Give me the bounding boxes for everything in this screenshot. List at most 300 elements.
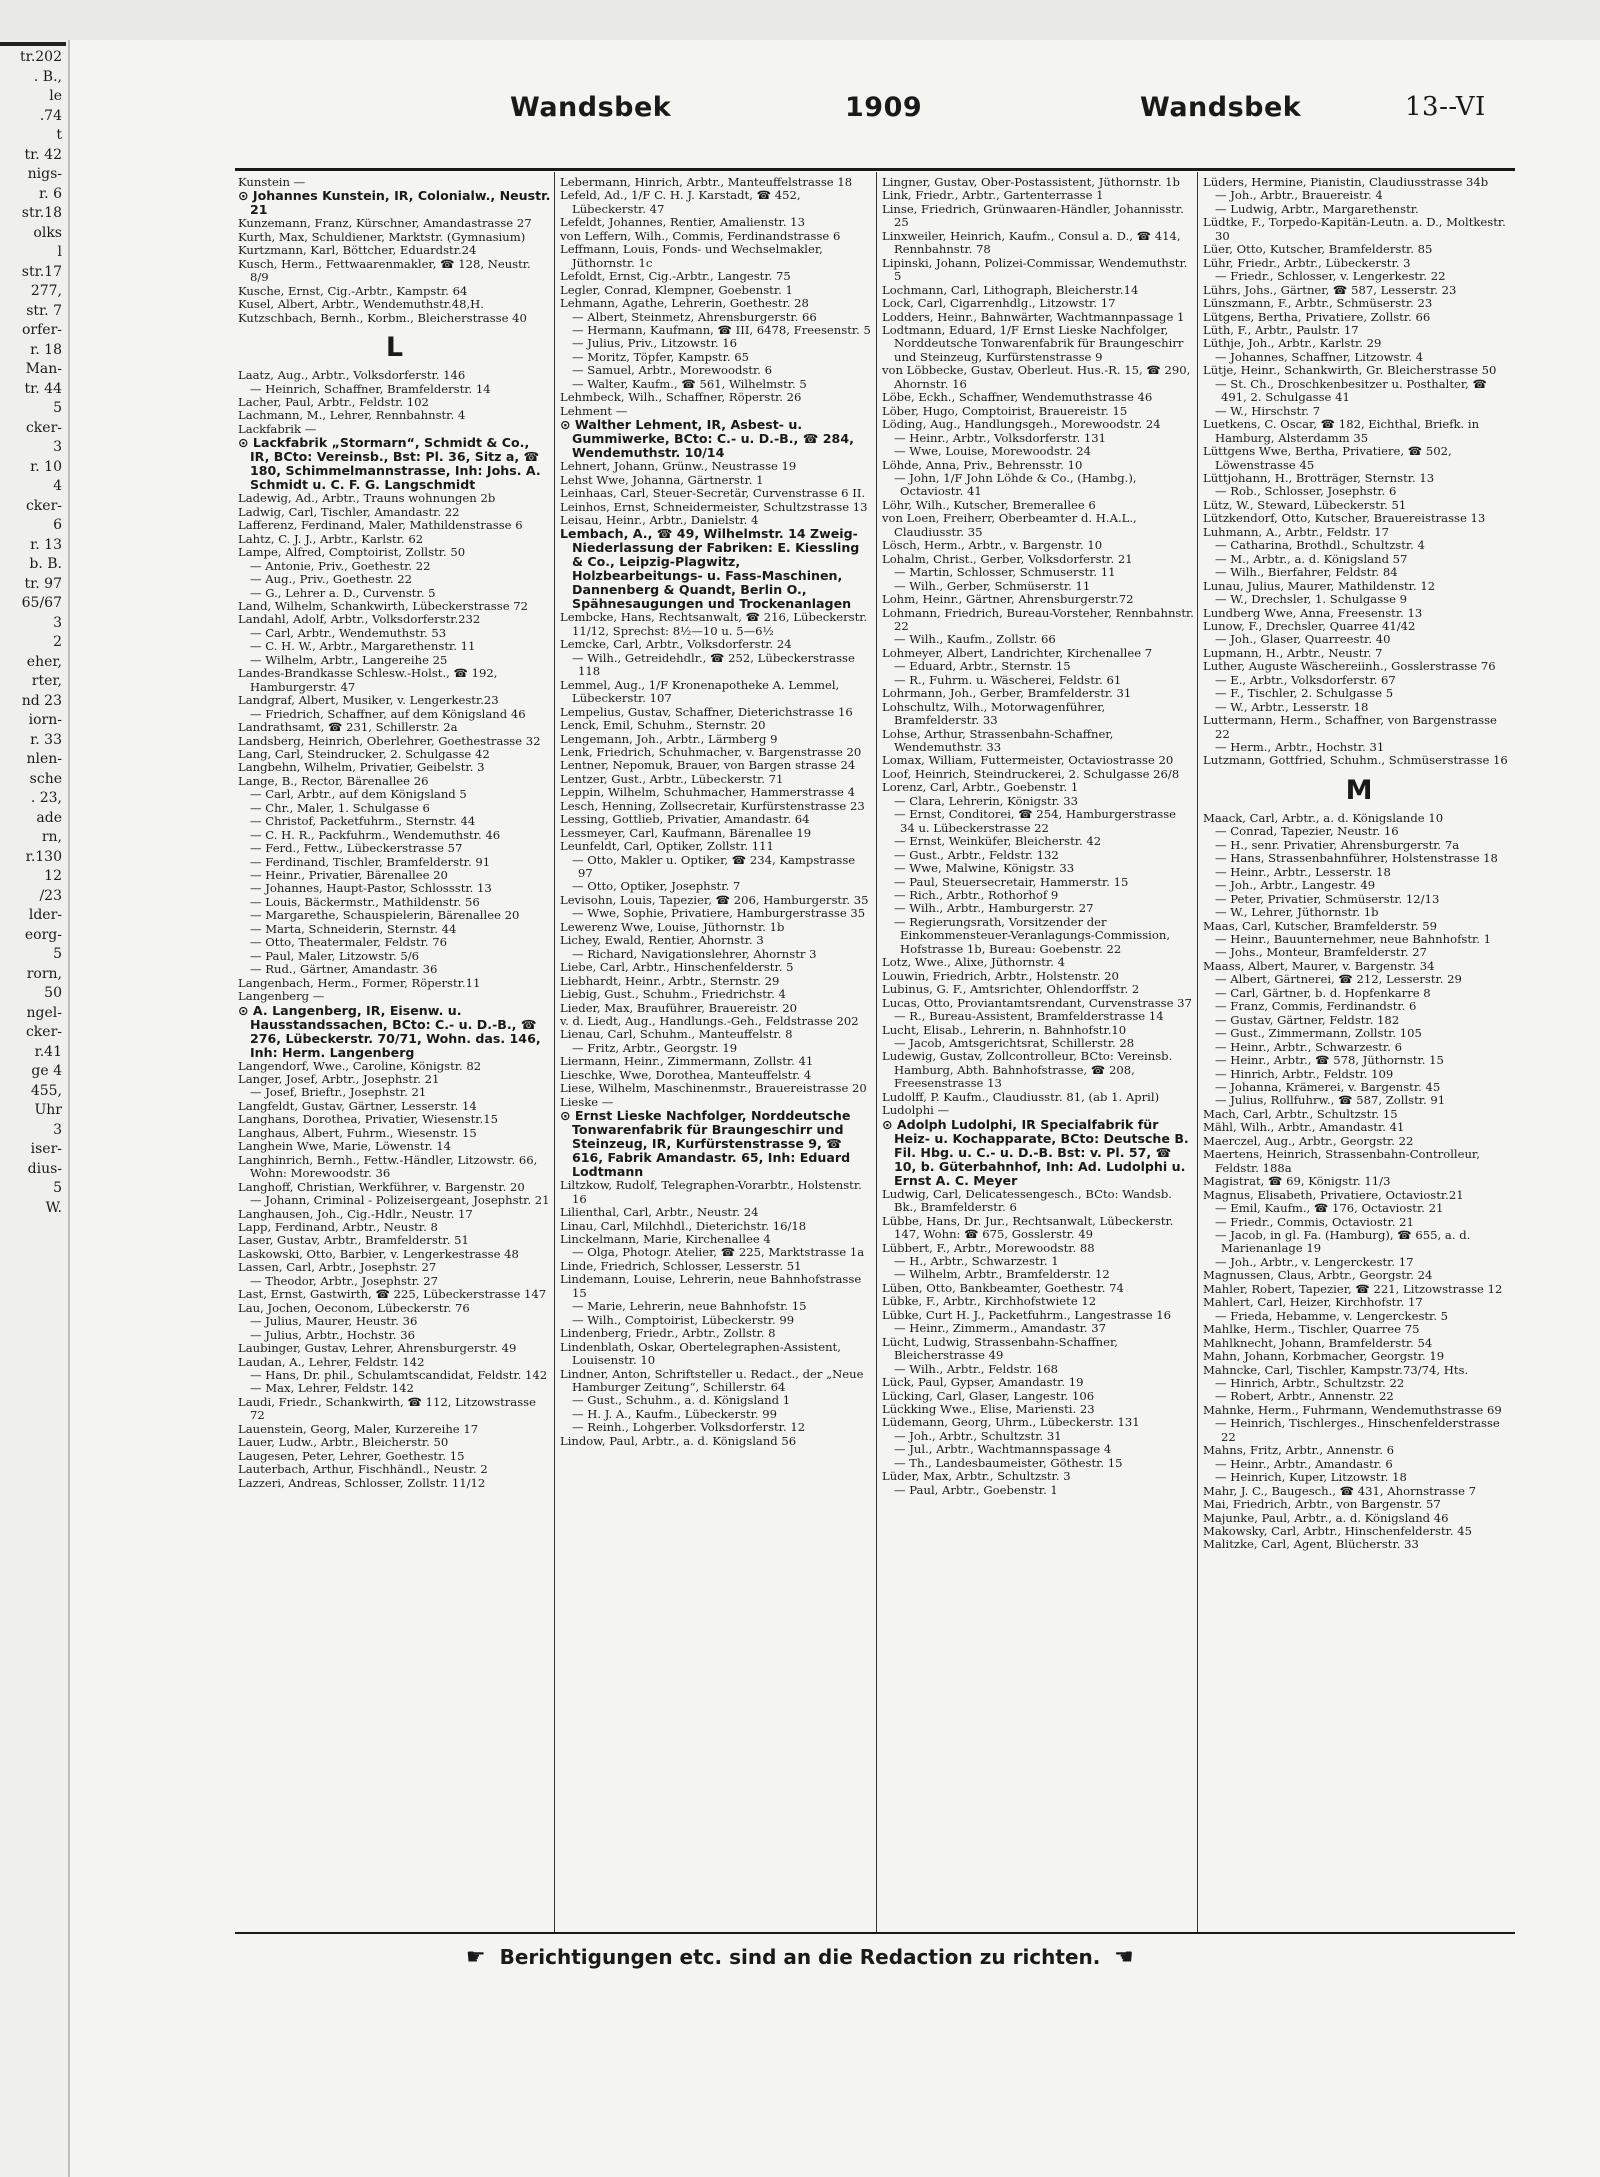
directory-entry: — G., Lehrer a. D., Curvenstr. 5 xyxy=(250,585,436,600)
spine-fragment: l xyxy=(57,244,62,260)
spine-fragment: t xyxy=(56,127,62,143)
directory-entry: — Johannes, Haupt-Pastor, Schlossstr. 13 xyxy=(250,881,492,896)
directory-entry: — Wilhelm, Arbtr., Bramfelderstr. 12 xyxy=(894,1267,1110,1282)
directory-entry: von Loen, Freiherr, Oberbeamter d. H.A.L., Claudiusstr. 35 xyxy=(882,511,1137,539)
directory-entry: — Otto, Optiker, Josephstr. 7 xyxy=(572,879,741,894)
spine-fragment: /23 xyxy=(39,887,62,904)
directory-entry: Lupmann, H., Arbtr., Neustr. 7 xyxy=(1203,645,1383,660)
directory-entry: Lock, Carl, Cigarrenhdlg., Litzowstr. 17 xyxy=(882,296,1116,311)
directory-entry: Lefoldt, Ernst, Cig.-Arbtr., Langestr. 75 xyxy=(560,269,791,284)
directory-entry: — Joh., Arbtr., Brauereistr. 4 xyxy=(1215,188,1383,203)
directory-entry: Lackfabrik — xyxy=(238,421,317,436)
spine-fragment: r. 13 xyxy=(30,536,62,553)
directory-entry: — Wilh., Comptoirist, Lübeckerstr. 99 xyxy=(572,1312,795,1327)
directory-entry: — Friedr., Schlosser, v. Lengerkestr. 22 xyxy=(1215,269,1446,284)
directory-entry: — Joh., Arbtr., v. Lengerckestr. 17 xyxy=(1215,1254,1414,1269)
directory-entry: Lazzeri, Andreas, Schlosser, Zollstr. 11/12 xyxy=(238,1475,486,1490)
directory-entry: Kusche, Ernst, Cig.-Arbtr., Kampstr. 64 xyxy=(238,283,468,298)
directory-column-3 xyxy=(882,176,1194,1928)
spine-fragment: . B., xyxy=(33,68,62,85)
directory-entry: Majunke, Paul, Arbtr., a. d. Königsland 46 xyxy=(1203,1510,1449,1525)
directory-entry: — Wwe, Sophie, Privatiere, Hamburgerstrasse 35 xyxy=(572,906,866,921)
directory-entry: — Samuel, Arbtr., Morewoodstr. 6 xyxy=(572,363,773,378)
spine-fragment: nd 23 xyxy=(21,692,62,709)
spine-fragment: ade xyxy=(36,809,62,826)
directory-entry: Mahler, Robert, Tapezier, ☎ 221, Litzowstrasse 12 xyxy=(1203,1281,1503,1296)
directory-entry: — Gust., Schuhm., a. d. Königsland 1 xyxy=(572,1393,791,1408)
directory-entry: — Regierungsrath, Vorsitzender der Einkommensteuer-Veranlagungs-Commission, Hofstrasse 1b, Bureau: Goebenstr. 22 xyxy=(894,914,1171,956)
directory-entry: Linxweiler, Heinrich, Kaufm., Consul a. D., ☎ 414, Rennbahnstr. 78 xyxy=(882,228,1181,257)
directory-entry: Lochmann, Carl, Lithograph, Bleicherstr.14 xyxy=(882,282,1139,297)
directory-entry: Lütz, W., Steward, Lübeckerstr. 51 xyxy=(1203,497,1407,512)
directory-entry: Lünszmann, F., Arbtr., Schmüserstr. 23 xyxy=(1203,296,1433,311)
directory-entry: — Carl, Arbtr., Wendemuthstr. 53 xyxy=(250,625,447,640)
directory-entry: Lohmann, Friedrich, Bureau-Vorsteher, Rennbahnstr. 22 xyxy=(882,605,1194,633)
directory-entry: Leppin, Wilhelm, Schuhmacher, Hammerstrasse 4 xyxy=(560,785,855,800)
directory-entry: Linckelmann, Marie, Kirchenallee 4 xyxy=(560,1232,771,1246)
directory-entry: — Johanna, Krämerei, v. Bargenstr. 45 xyxy=(1215,1080,1441,1094)
directory-entry: — Wilhelm, Arbtr., Langereihe 25 xyxy=(250,652,448,667)
directory-entry: — Richard, Navigationslehrer, Ahornstr 3 xyxy=(572,946,817,961)
directory-entry: Link, Friedr., Arbtr., Gartenterrasse 1 xyxy=(882,188,1104,203)
directory-entry: Lüthje, Joh., Arbtr., Karlstr. 29 xyxy=(1203,336,1382,351)
directory-entry: Lüttjohann, H., Brotträger, Sternstr. 13 xyxy=(1203,470,1435,485)
directory-entry: — Marie, Lehrerin, neue Bahnhofstr. 15 xyxy=(572,1299,807,1314)
spine-rule xyxy=(0,42,66,46)
directory-entry: Löber, Hugo, Comptoirist, Brauereistr. 15 xyxy=(882,403,1128,418)
spine-fragment: 6 xyxy=(53,517,62,533)
directory-entry: Laugesen, Peter, Lehrer, Goethestr. 15 xyxy=(238,1448,465,1463)
directory-entry: — C. H. R., Packfuhrm., Wendemuthstr. 46 xyxy=(250,827,501,842)
spine-fragment: tr. 97 xyxy=(24,575,62,592)
directory-entry: — Paul, Steuersecretair, Hammerstr. 15 xyxy=(894,874,1129,889)
spine-fragment: tr. 44 xyxy=(24,380,62,397)
spine-fragment: 65/67 xyxy=(21,595,62,611)
pointing-hand-icon: ☛ xyxy=(465,1945,486,1970)
directory-entry: — Christof, Packetfuhrm., Sternstr. 44 xyxy=(250,814,476,829)
spine-fragment: ge 4 xyxy=(31,1063,62,1079)
directory-entry: Lessmeyer, Carl, Kaufmann, Bärenallee 19 xyxy=(560,825,812,840)
spine-fragment: r. 10 xyxy=(30,458,62,475)
directory-entry: Laskowski, Otto, Barbier, v. Lengerkestrasse 48 xyxy=(238,1246,519,1261)
directory-entry: Mahn, Johann, Korbmacher, Georgstr. 19 xyxy=(1203,1349,1445,1364)
directory-entry: Lodders, Heinr., Bahnwärter, Wachtmannpassage 1 xyxy=(882,309,1185,324)
directory-entry: Lehmann, Agathe, Lehrerin, Goethestr. 28 xyxy=(560,296,809,311)
directory-entry: Langendorf, Wwe., Caroline, Königstr. 82 xyxy=(238,1058,482,1073)
spine-fragment: 455, xyxy=(30,1082,62,1099)
directory-entry: Lücht, Ludwig, Strassenbahn-Schaffner, Bleicherstrasse 49 xyxy=(882,1334,1118,1363)
spine-fragment: tr.202 xyxy=(20,49,62,65)
directory-entry: Lemcke, Carl, Arbtr., Volksdorferstr. 24 xyxy=(560,637,792,652)
spine-fragment: b. B. xyxy=(29,556,62,572)
firm-entry: ⊙ Lackfabrik „Stormarn“, Schmidt & Co., IR, BCto: Vereinsb., Bst: Pl. 36, Sitz a, ☎ 180, Schimmelmannstrasse, Inh: Johs. A. Schmidt u. C. F. G. Langschmidt xyxy=(238,435,541,493)
directory-entry: Langfeldt, Gustav, Gärtner, Lesserstr. 14 xyxy=(238,1098,477,1113)
directory-entry: Mach, Carl, Arbtr., Schultzstr. 15 xyxy=(1203,1106,1398,1121)
spine-fragment: rter, xyxy=(31,673,62,689)
directory-entry: Kurth, Max, Schuldiener, Marktstr. (Gymnasium) xyxy=(238,229,526,244)
directory-entry: Lohmeyer, Albert, Landrichter, Kirchenallee 7 xyxy=(882,645,1153,660)
directory-entry: — Olga, Photogr. Atelier, ☎ 225, Marktstrasse 1a xyxy=(572,1245,865,1260)
spine-fragment: nigs- xyxy=(27,166,62,182)
directory-entry: — Ferdinand, Tischler, Bramfelderstr. 91 xyxy=(250,854,491,869)
directory-entry: — Catharina, Brothdl., Schultzstr. 4 xyxy=(1215,538,1425,553)
spine-fragment: r. 33 xyxy=(30,731,62,748)
directory-entry: Luttermann, Herm., Schaffner, von Bargenstrasse 22 xyxy=(1203,713,1497,741)
directory-entry: — Theodor, Arbtr., Josephstr. 27 xyxy=(250,1273,439,1288)
directory-entry: — W., Hirschstr. 7 xyxy=(1215,403,1321,418)
directory-entry: Langer, Josef, Arbtr., Josephstr. 21 xyxy=(238,1072,440,1087)
directory-entry: — Aug., Priv., Goethestr. 22 xyxy=(250,572,412,587)
directory-entry: Mahlke, Herm., Tischler, Quarree 75 xyxy=(1203,1322,1420,1337)
directory-entry: Lotz, Wwe., Alixe, Jüthornstr. 4 xyxy=(882,955,1065,970)
spine-fragment: dius- xyxy=(27,1160,62,1177)
directory-entry: — Walter, Kaufm., ☎ 561, Wilhelmstr. 5 xyxy=(572,376,807,391)
directory-entry: Lunow, F., Drechsler, Quarree 41/42 xyxy=(1203,618,1416,633)
directory-entry: — Frieda, Hebamme, v. Lengerckestr. 5 xyxy=(1215,1308,1449,1323)
directory-entry: Lilienthal, Carl, Arbtr., Neustr. 24 xyxy=(560,1205,759,1220)
directory-entry: Lau, Jochen, Oeconom, Lübeckerstr. 76 xyxy=(238,1300,470,1315)
spine-fragment: r. 6 xyxy=(39,185,62,202)
directory-entry: Löding, Aug., Handlungsgeh., Morewoodstr. 24 xyxy=(882,417,1161,432)
directory-entry: — Hans, Strassenbahnführer, Holstenstrasse 18 xyxy=(1215,851,1498,866)
directory-entry: — Joh., Arbtr., Langestr. 49 xyxy=(1215,878,1376,893)
spine-fragment: r. 18 xyxy=(30,341,62,358)
directory-entry: Lampe, Alfred, Comptoirist, Zollstr. 50 xyxy=(238,545,466,560)
directory-entry: — H., senr. Privatier, Ahrensburgerstr. 7a xyxy=(1215,837,1460,852)
directory-entry: — Carl, Gärtner, b. d. Hopfenkarre 8 xyxy=(1215,985,1431,1000)
directory-entry: Lüben, Otto, Bankbeamter, Goethestr. 74 xyxy=(882,1280,1124,1295)
spine-fragment: orfer- xyxy=(21,322,62,338)
spine-fragment: 3 xyxy=(53,1121,62,1138)
directory-entry: Makowsky, Carl, Arbtr., Hinschenfelderstr. 45 xyxy=(1203,1523,1472,1538)
footer-rule xyxy=(235,1932,1515,1934)
directory-entry: Lachmann, M., Lehrer, Rennbahnstr. 4 xyxy=(238,408,466,423)
spine-fragment: Uhr xyxy=(34,1102,62,1118)
directory-entry: — Gustav, Gärtner, Feldstr. 182 xyxy=(1215,1012,1400,1027)
directory-entry: — Herm., Arbtr., Hochstr. 31 xyxy=(1215,740,1385,755)
directory-entry: Lühr, Friedr., Arbtr., Lübeckerstr. 3 xyxy=(1203,255,1411,270)
directory-entry: — Emil, Kaufm., ☎ 176, Octaviostr. 21 xyxy=(1215,1201,1444,1216)
directory-entry: Langenberg — xyxy=(238,989,325,1004)
directory-entry: — Julius, Arbtr., Hochstr. 36 xyxy=(250,1327,415,1342)
directory-entry: — Wilh., Bierfahrer, Feldstr. 84 xyxy=(1215,565,1398,580)
directory-entry: Lemmel, Aug., 1/F Kronenapotheke A. Lemmel, Lübeckerstr. 107 xyxy=(560,677,840,706)
directory-entry: Magistrat, ☎ 69, Königstr. 11/3 xyxy=(1203,1174,1391,1189)
spine-fragment: tr. 42 xyxy=(24,146,62,163)
directory-entry: Last, Ernst, Gastwirth, ☎ 225, Lübeckerstrasse 147 xyxy=(238,1287,547,1302)
directory-entry: Luetkens, C. Oscar, ☎ 182, Eichthal, Briefk. in Hamburg, Alsterdamm 35 xyxy=(1203,417,1480,445)
directory-entry: Lieske — xyxy=(560,1094,614,1109)
firm-entry: ⊙ Johannes Kunstein, IR, Colonialw., Neustr. 21 xyxy=(238,188,551,218)
spine-fragment: r.41 xyxy=(34,1043,62,1060)
directory-entry: Maas, Carl, Kutscher, Bramfelderstr. 59 xyxy=(1203,918,1438,933)
directory-entry: Luhmann, A., Arbtr., Feldstr. 17 xyxy=(1203,524,1389,539)
spine-fragment: 5 xyxy=(53,946,62,962)
directory-entry: Malitzke, Carl, Agent, Blücherstr. 33 xyxy=(1203,1537,1419,1552)
header-city-left: Wandsbek xyxy=(510,92,672,123)
directory-entry: — Jacob, in gl. Fa. (Hamburg), ☎ 655, a. d. Marienanlage 19 xyxy=(1215,1227,1471,1256)
section-letter: L xyxy=(385,332,404,364)
directory-entry: Laudi, Friedr., Schankwirth, ☎ 112, Litzowstrasse 72 xyxy=(238,1394,536,1423)
directory-entry: — Rud., Gärtner, Amandastr. 36 xyxy=(250,962,438,977)
directory-entry: — Wilh., Gerber, Schmüserstr. 11 xyxy=(894,578,1091,593)
spine-fragment: .74 xyxy=(39,107,62,124)
directory-entry: — Heinr., Bauunternehmer, neue Bahnhofstr. 1 xyxy=(1215,932,1492,947)
directory-entry: Mahlert, Carl, Heizer, Kirchhofstr. 17 xyxy=(1203,1295,1423,1310)
directory-entry: Lieschke, Wwe, Dorothea, Manteuffelstr. 4 xyxy=(560,1067,812,1082)
directory-entry: Lücking, Carl, Glaser, Langestr. 106 xyxy=(882,1388,1095,1403)
directory-entry: Ludwig, Carl, Delicatessengesch., BCto: Wandsb. Bk., Bramfelderstr. 6 xyxy=(882,1186,1172,1215)
directory-entry: Langhans, Dorothea, Privatier, Wiesenstr.15 xyxy=(238,1112,498,1127)
directory-entry: — Jacob, Amtsgerichtsrat, Schillerstr. 28 xyxy=(894,1036,1135,1050)
directory-entry: — Louis, Bäckermstr., Mathildenstr. 56 xyxy=(250,894,480,909)
spine-fragment: 5 xyxy=(53,1180,62,1196)
directory-entry: — Wwe, Malwine, Königstr. 33 xyxy=(894,861,1075,876)
directory-entry: Lembcke, Hans, Rechtsanwalt, ☎ 216, Lübeckerstr. 11/12, Sprechst: 8½—10 u. 5—6½ xyxy=(560,610,868,638)
spine-fragment: str. 7 xyxy=(26,302,62,319)
directory-entry: — John, 1/F John Löhde & Co., (Hambg.), Octaviostr. 41 xyxy=(894,470,1137,499)
directory-entry: — H., Arbtr., Schwarzestr. 1 xyxy=(894,1253,1059,1268)
directory-entry: Lefeldt, Johannes, Rentier, Amalienstr. 13 xyxy=(560,215,805,230)
directory-entry: — Hans, Dr. phil., Schulamtscandidat, Feldstr. 142 xyxy=(250,1367,548,1382)
previous-page-edge xyxy=(0,40,70,2177)
firm-entry: ⊙ A. Langenberg, IR, Eisenw. u. Hausstandssachen, BCto: C.- u. D.-B., ☎ 276, Lübeckerstr. 70/71, Wohn. das. 146, Inh: Herm. Langenberg xyxy=(238,1002,541,1060)
directory-entry: — Friedrich, Schaffner, auf dem Königsland 46 xyxy=(250,706,526,721)
column-divider xyxy=(1197,172,1198,1932)
directory-entry: — Gust., Zimmermann, Zollstr. 105 xyxy=(1215,1026,1422,1041)
directory-entry: Mahncke, Carl, Tischler, Kampstr.73/74, Hts. xyxy=(1203,1362,1469,1377)
directory-entry: — M., Arbtr., a. d. Königsland 57 xyxy=(1215,551,1408,566)
directory-entry: Laatz, Aug., Arbtr., Volksdorferstr. 146 xyxy=(238,368,466,383)
footer-notice: Berichtigungen etc. sind an die Redaction zu richten. xyxy=(499,1945,1101,1969)
directory-entry: Lieder, Max, Brauführer, Brauereistr. 20 xyxy=(560,1000,798,1015)
spine-fragment: iser- xyxy=(30,1141,62,1157)
directory-entry: Lempelius, Gustav, Schaffner, Dieterichstrasse 16 xyxy=(560,704,853,719)
directory-entry: Leisau, Heinr., Arbtr., Danielstr. 4 xyxy=(560,512,759,527)
directory-entry: Landrathsamt, ☎ 231, Schillerstr. 2a xyxy=(238,720,458,735)
spine-fragment: . 23, xyxy=(30,790,62,806)
directory-entry: Langenbach, Herm., Former, Röperstr.11 xyxy=(238,975,481,990)
header-rule xyxy=(235,168,1515,171)
directory-entry: — Johannes, Schaffner, Litzowstr. 4 xyxy=(1215,349,1424,364)
directory-entry: Lorenz, Carl, Arbtr., Goebenstr. 1 xyxy=(882,780,1079,795)
directory-entry: Laser, Gustav, Arbtr., Bramfelderstr. 51 xyxy=(238,1233,469,1248)
directory-entry: Lacher, Paul, Arbtr., Feldstr. 102 xyxy=(238,394,429,409)
directory-entry: Lübke, F., Arbtr., Kirchhofstwiete 12 xyxy=(882,1294,1097,1309)
directory-entry: — Margarethe, Schauspielerin, Bärenallee 20 xyxy=(250,908,520,923)
spine-fragment: olks xyxy=(33,224,62,241)
directory-entry: Lewerenz Wwe, Louise, Jüthornstr. 1b xyxy=(560,919,785,934)
spine-fragment: eorg- xyxy=(24,926,62,943)
directory-entry: Lesch, Henning, Zollsecretair, Kurfürstenstrasse 23 xyxy=(560,798,865,813)
spine-fragment: 3 xyxy=(53,439,62,455)
directory-entry: Lundberg Wwe, Anna, Freesenstr. 13 xyxy=(1203,605,1423,620)
directory-entry: Lengemann, Joh., Arbtr., Lärmberg 9 xyxy=(560,731,778,746)
directory-entry: — C. H. W., Arbtr., Margarethenstr. 11 xyxy=(250,639,476,654)
directory-entry: Löhde, Anna, Priv., Behrensstr. 10 xyxy=(882,457,1083,472)
directory-entry: Maass, Albert, Maurer, v. Bargenstr. 34 xyxy=(1203,958,1435,973)
spine-fragment: r.130 xyxy=(25,848,62,865)
directory-entry: Liebig, Gust., Schuhm., Friedrichstr. 4 xyxy=(560,987,786,1002)
directory-column-1 xyxy=(238,176,551,1928)
directory-entry: Linau, Carl, Milchhdl., Dieterichstr. 16/18 xyxy=(560,1218,807,1233)
directory-entry: — Julius, Priv., Litzowstr. 16 xyxy=(572,336,737,351)
directory-entry: Lützkendorf, Otto, Kutscher, Brauereistrasse 13 xyxy=(1203,511,1486,526)
directory-entry: Ludewig, Gustav, Zollcontrolleur, BCto: Vereinsb. Hamburg, Abth. Bahnhofstrasse, ☎ 208, Freesenstrasse 13 xyxy=(882,1049,1173,1091)
directory-entry: Lindenblath, Oskar, Obertelegraphen-Assistent, Louisenstr. 10 xyxy=(560,1339,841,1368)
directory-entry: — Max, Lehrer, Feldstr. 142 xyxy=(250,1381,414,1396)
directory-entry: von Löbbecke, Gustav, Oberleut. Hus.-R. 15, ☎ 290, Ahornstr. 16 xyxy=(882,363,1191,391)
directory-entry: — Reinh., Lohgerber. Volksdorferstr. 12 xyxy=(572,1420,806,1435)
directory-entry: Lüth, F., Arbtr., Paulstr. 17 xyxy=(1203,322,1359,337)
directory-entry: Lüttgens Wwe, Bertha, Privatiere, ☎ 502, Löwenstrasse 45 xyxy=(1203,444,1452,472)
directory-entry: Lübbe, Hans, Dr. Jur., Rechtsanwalt, Lübeckerstr. 147, Wohn: ☎ 675, Gosslerstr. 49 xyxy=(882,1213,1174,1242)
directory-entry: Lebermann, Hinrich, Arbtr., Manteuffelstrasse 18 xyxy=(560,176,853,189)
directory-entry: Ludolff, P. Kaufm., Claudiusstr. 81, (ab 1. April) xyxy=(882,1089,1160,1104)
page-footer xyxy=(0,1945,1600,1970)
firm-entry: ⊙ Adolph Ludolphi, IR Specialfabrik für Heiz- u. Kochapparate, BCto: Deutsche B. Fil. Hbg. u. C.- u. D.-B. Bst: v. Pl. 57, ☎ 10, b. Güterbahnhof, Inh: Ad. Ludolphi u. Ernst A. C. Meyer xyxy=(882,1116,1189,1188)
directory-entry: Mahr, J. C., Baugesch., ☎ 431, Ahornstrasse 7 xyxy=(1203,1483,1477,1498)
directory-entry: — Marta, Schneiderin, Sternstr. 44 xyxy=(250,921,457,936)
directory-entry: Lodtmann, Eduard, 1/F Ernst Lieske Nachfolger, Norddeutsche Tonwarenfabrik für Braungeschirr und Steinzeug, Kurfürstenstrasse 9 xyxy=(882,322,1184,364)
directory-entry: — Moritz, Töpfer, Kampstr. 65 xyxy=(572,349,749,364)
page-header xyxy=(510,92,1585,134)
spine-fragment: rn, xyxy=(41,829,62,845)
directory-entry: Lenk, Friedrich, Schuhmacher, v. Bargenstrasse 20 xyxy=(560,744,862,759)
directory-entry: Langhausen, Joh., Cig.-Hdlr., Neustr. 17 xyxy=(238,1206,473,1221)
directory-entry: — Heinrich, Schaffner, Bramfelderstr. 14 xyxy=(250,381,491,396)
directory-entry: Landgraf, Albert, Musiker, v. Lengerkestr.23 xyxy=(238,693,499,708)
directory-entry: — Eduard, Arbtr., Sternstr. 15 xyxy=(894,659,1071,674)
directory-entry: Lefeld, Ad., 1/F C. H. J. Karstadt, ☎ 452, Lübeckerstr. 47 xyxy=(560,188,801,216)
header-page-number: 13--VI xyxy=(1405,92,1486,122)
directory-entry: — Albert, Gärtnerei, ☎ 212, Lesserstr. 29 xyxy=(1215,972,1462,987)
directory-entry: — Heinr., Arbtr., Lesserstr. 18 xyxy=(1215,864,1391,879)
directory-entry: Loof, Heinrich, Steindruckerei, 2. Schulgasse 26/8 xyxy=(882,766,1180,781)
directory-entry: Laudan, A., Lehrer, Feldstr. 142 xyxy=(238,1354,425,1369)
directory-entry: Liermann, Heinr., Zimmermann, Zollstr. 41 xyxy=(560,1054,814,1069)
directory-entry: Löbe, Eckh., Schaffner, Wendemuthstrasse 46 xyxy=(882,390,1153,405)
directory-entry: Lipinski, Johann, Polizei-Commissar, Wendemuthstr. 5 xyxy=(882,255,1188,284)
directory-entry: Lingner, Gustav, Ober-Postassistent, Jüthornstr. 1b xyxy=(882,176,1180,189)
directory-entry: Kusel, Albert, Arbtr., Wendemuthstr.48,H. xyxy=(238,297,484,312)
directory-entry: — Heinrich, Tischlerges., Hinschenfelderstrasse 22 xyxy=(1215,1416,1500,1444)
firm-entry: Lembach, A., ☎ 49, Wilhelmstr. 14 Zweig-Niederlassung der Fabriken: E. Kiessling & Co., Leipzig-Plagwitz, Holzbearbeitungs- u. Fass-Maschinen, Dannenberg & Quandt, Berlin O., Spähnesaugungen und Trockenanlagen xyxy=(560,526,860,612)
directory-entry: Lüdemann, Georg, Uhrm., Lübeckerstr. 131 xyxy=(882,1415,1140,1430)
header-city-right: Wandsbek xyxy=(1140,92,1302,123)
directory-entry: — Friedr., Commis, Octaviostr. 21 xyxy=(1215,1214,1414,1229)
directory-entry: — Albert, Steinmetz, Ahrensburgerstr. 66 xyxy=(572,309,817,324)
directory-entry: — Joh., Arbtr., Schultzstr. 31 xyxy=(894,1428,1062,1443)
directory-entry: Lütje, Heinr., Schankwirth, Gr. Bleicherstrasse 50 xyxy=(1203,363,1497,378)
directory-entry: Lösch, Herm., Arbtr., v. Bargenstr. 10 xyxy=(882,538,1103,553)
directory-entry: — Heinr., Zimmerm., Amandastr. 37 xyxy=(894,1321,1107,1336)
directory-entry: — Josef, Brieftr., Josephstr. 21 xyxy=(250,1085,427,1100)
section-letter: M xyxy=(1345,774,1373,806)
directory-entry: Liese, Wilhelm, Maschinenmstr., Brauereistrasse 20 xyxy=(560,1081,867,1096)
directory-entry: — Heinr., Arbtr., Volksdorferstr. 131 xyxy=(894,430,1107,445)
directory-entry: Kutzschbach, Bernh., Korbm., Bleicherstrasse 40 xyxy=(238,310,527,325)
directory-entry: Lück, Paul, Gypser, Amandastr. 19 xyxy=(882,1375,1084,1390)
directory-column-4 xyxy=(1203,176,1515,1928)
directory-entry: — Conrad, Tapezier, Neustr. 16 xyxy=(1215,824,1399,839)
directory-entry: — Wilh., Getreidehdlr., ☎ 252, Lübeckerstrasse 118 xyxy=(572,650,855,679)
directory-entry: Linse, Friedrich, Grünwaaren-Händler, Johannisstr. 25 xyxy=(882,201,1184,230)
spine-fragment: sche xyxy=(29,770,62,787)
directory-entry: Lohalm, Christ., Gerber, Volksdorferstr. 21 xyxy=(882,551,1133,566)
directory-entry: Lüdtke, F., Torpedo-Kapitän-Leutn. a. D., Moltkestr. 30 xyxy=(1203,215,1506,243)
directory-entry: Louwin, Friedrich, Arbtr., Holstenstr. 20 xyxy=(882,968,1119,983)
spine-fragment: eher, xyxy=(26,653,62,670)
directory-entry: — Heinr., Arbtr., ☎ 578, Jüthornstr. 15 xyxy=(1215,1053,1444,1068)
directory-entry: Linde, Friedrich, Schlosser, Lesserstr. 51 xyxy=(560,1258,802,1273)
directory-entry: — Rob., Schlosser, Josephstr. 6 xyxy=(1215,484,1397,499)
directory-entry: Lichey, Ewald, Rentier, Ahornstr. 3 xyxy=(560,933,764,948)
firm-entry: ⊙ Walther Lehment, IR, Asbest- u. Gummiwerke, BCto: C.- u. D.-B., ☎ 284, Wendemuthstr. 10/14 xyxy=(560,417,854,461)
directory-entry: Land, Wilhelm, Schankwirth, Lübeckerstrasse 72 xyxy=(238,598,529,613)
directory-entry: Mähl, Wilh., Arbtr., Amandastr. 41 xyxy=(1203,1120,1405,1135)
directory-entry: Lauterbach, Arthur, Fischhändl., Neustr. 2 xyxy=(238,1462,488,1477)
directory-entry: Legler, Conrad, Klempner, Goebenstr. 1 xyxy=(560,282,793,297)
spine-fragment: iorn- xyxy=(28,712,62,728)
directory-entry: — H. J. A., Kaufm., Lübeckerstr. 99 xyxy=(572,1406,778,1421)
directory-entry: Landes-Brandkasse Schlesw.-Holst., ☎ 192, Hamburgerstr. 47 xyxy=(238,666,498,694)
directory-entry: Liebe, Carl, Arbtr., Hinschenfelderstr. 5 xyxy=(560,960,794,975)
directory-entry: Landahl, Adolf, Arbtr., Volksdorferstr.232 xyxy=(238,612,481,627)
directory-entry: — Franz, Commis, Ferdinandstr. 6 xyxy=(1215,999,1417,1014)
directory-entry: — Robert, Arbtr., Annenstr. 22 xyxy=(1215,1389,1394,1404)
directory-entry: Landsberg, Heinrich, Oberlehrer, Goethestrasse 32 xyxy=(238,733,541,748)
directory-entry: Lehnert, Johann, Grünw., Neustrasse 19 xyxy=(560,459,797,474)
directory-entry: Langhinrich, Bernh., Fettw.-Händler, Litzowstr. 66, Wohn: Morewoodstr. 36 xyxy=(238,1152,538,1181)
directory-entry: — Otto, Makler u. Optiker, ☎ 234, Kampstrasse 97 xyxy=(572,852,856,881)
spine-fragment: 5 xyxy=(53,400,62,416)
directory-entry: Lohm, Heinr., Gärtner, Ahrensburgerstr.72 xyxy=(882,592,1134,607)
directory-entry: Mahnke, Herm., Fuhrmann, Wendemuthstrasse 69 xyxy=(1203,1402,1502,1417)
directory-entry: — Paul, Maler, Litzowstr. 5/6 xyxy=(250,948,419,963)
directory-entry: Lahtz, C. J. J., Arbtr., Karlstr. 62 xyxy=(238,531,424,546)
directory-entry: Lüder, Max, Arbtr., Schultzstr. 3 xyxy=(882,1469,1071,1484)
directory-entry: — F., Tischler, 2. Schulgasse 5 xyxy=(1215,686,1394,701)
spine-fragment: rorn, xyxy=(26,965,62,982)
directory-entry: Lang, Carl, Steindrucker, 2. Schulgasse 42 xyxy=(238,746,490,761)
directory-entry: Lange, B., Rector, Bärenallee 26 xyxy=(238,773,429,788)
spine-fragment: 12 xyxy=(44,868,62,884)
column-divider xyxy=(554,172,555,1932)
directory-entry: — Ferd., Fettw., Lübeckerstrasse 57 xyxy=(250,841,463,856)
directory-entry: Kunstein — xyxy=(238,176,306,189)
directory-entry: Lohrmann, Joh., Gerber, Bramfelderstr. 31 xyxy=(882,686,1132,701)
spine-fragment: cker- xyxy=(25,1024,62,1040)
directory-entry: Ladewig, Ad., Arbtr., Trauns wohnungen 2b xyxy=(238,491,496,506)
directory-entry: — Johann, Criminal - Polizeisergeant, Josephstr. 21 xyxy=(250,1193,550,1208)
pointing-hand-icon: ☛ xyxy=(1114,1945,1135,1970)
directory-entry: — Wwe, Louise, Morewoodstr. 24 xyxy=(894,444,1091,459)
directory-entry: — Martin, Schlosser, Schmuserstr. 11 xyxy=(894,565,1116,580)
directory-entry: Magnussen, Claus, Arbtr., Georgstr. 24 xyxy=(1203,1268,1433,1283)
directory-column-2 xyxy=(560,176,873,1928)
directory-entry: Mahlknecht, Johann, Bramfelderstr. 54 xyxy=(1203,1335,1433,1350)
directory-entry: Langhaus, Albert, Fuhrm., Wiesenstr. 15 xyxy=(238,1125,477,1140)
directory-entry: — Hinrich, Arbtr., Feldstr. 109 xyxy=(1215,1066,1394,1081)
directory-entry: Kurtzmann, Karl, Böttcher, Eduardstr.24 xyxy=(238,243,477,258)
directory-entry: Leinhaas, Carl, Steuer-Secretär, Curvenstrasse 6 II. xyxy=(560,486,866,501)
directory-entry: Lübke, Curt H. J., Packetfuhrm., Langestrasse 16 xyxy=(882,1307,1172,1322)
directory-entry: Leinhos, Ernst, Schneidermeister, Schultzstrasse 13 xyxy=(560,499,868,514)
directory-entry: Leunfeldt, Carl, Optiker, Zollstr. 111 xyxy=(560,839,774,854)
spine-fragment: str.17 xyxy=(21,263,62,280)
spine-fragment: le xyxy=(49,88,62,104)
